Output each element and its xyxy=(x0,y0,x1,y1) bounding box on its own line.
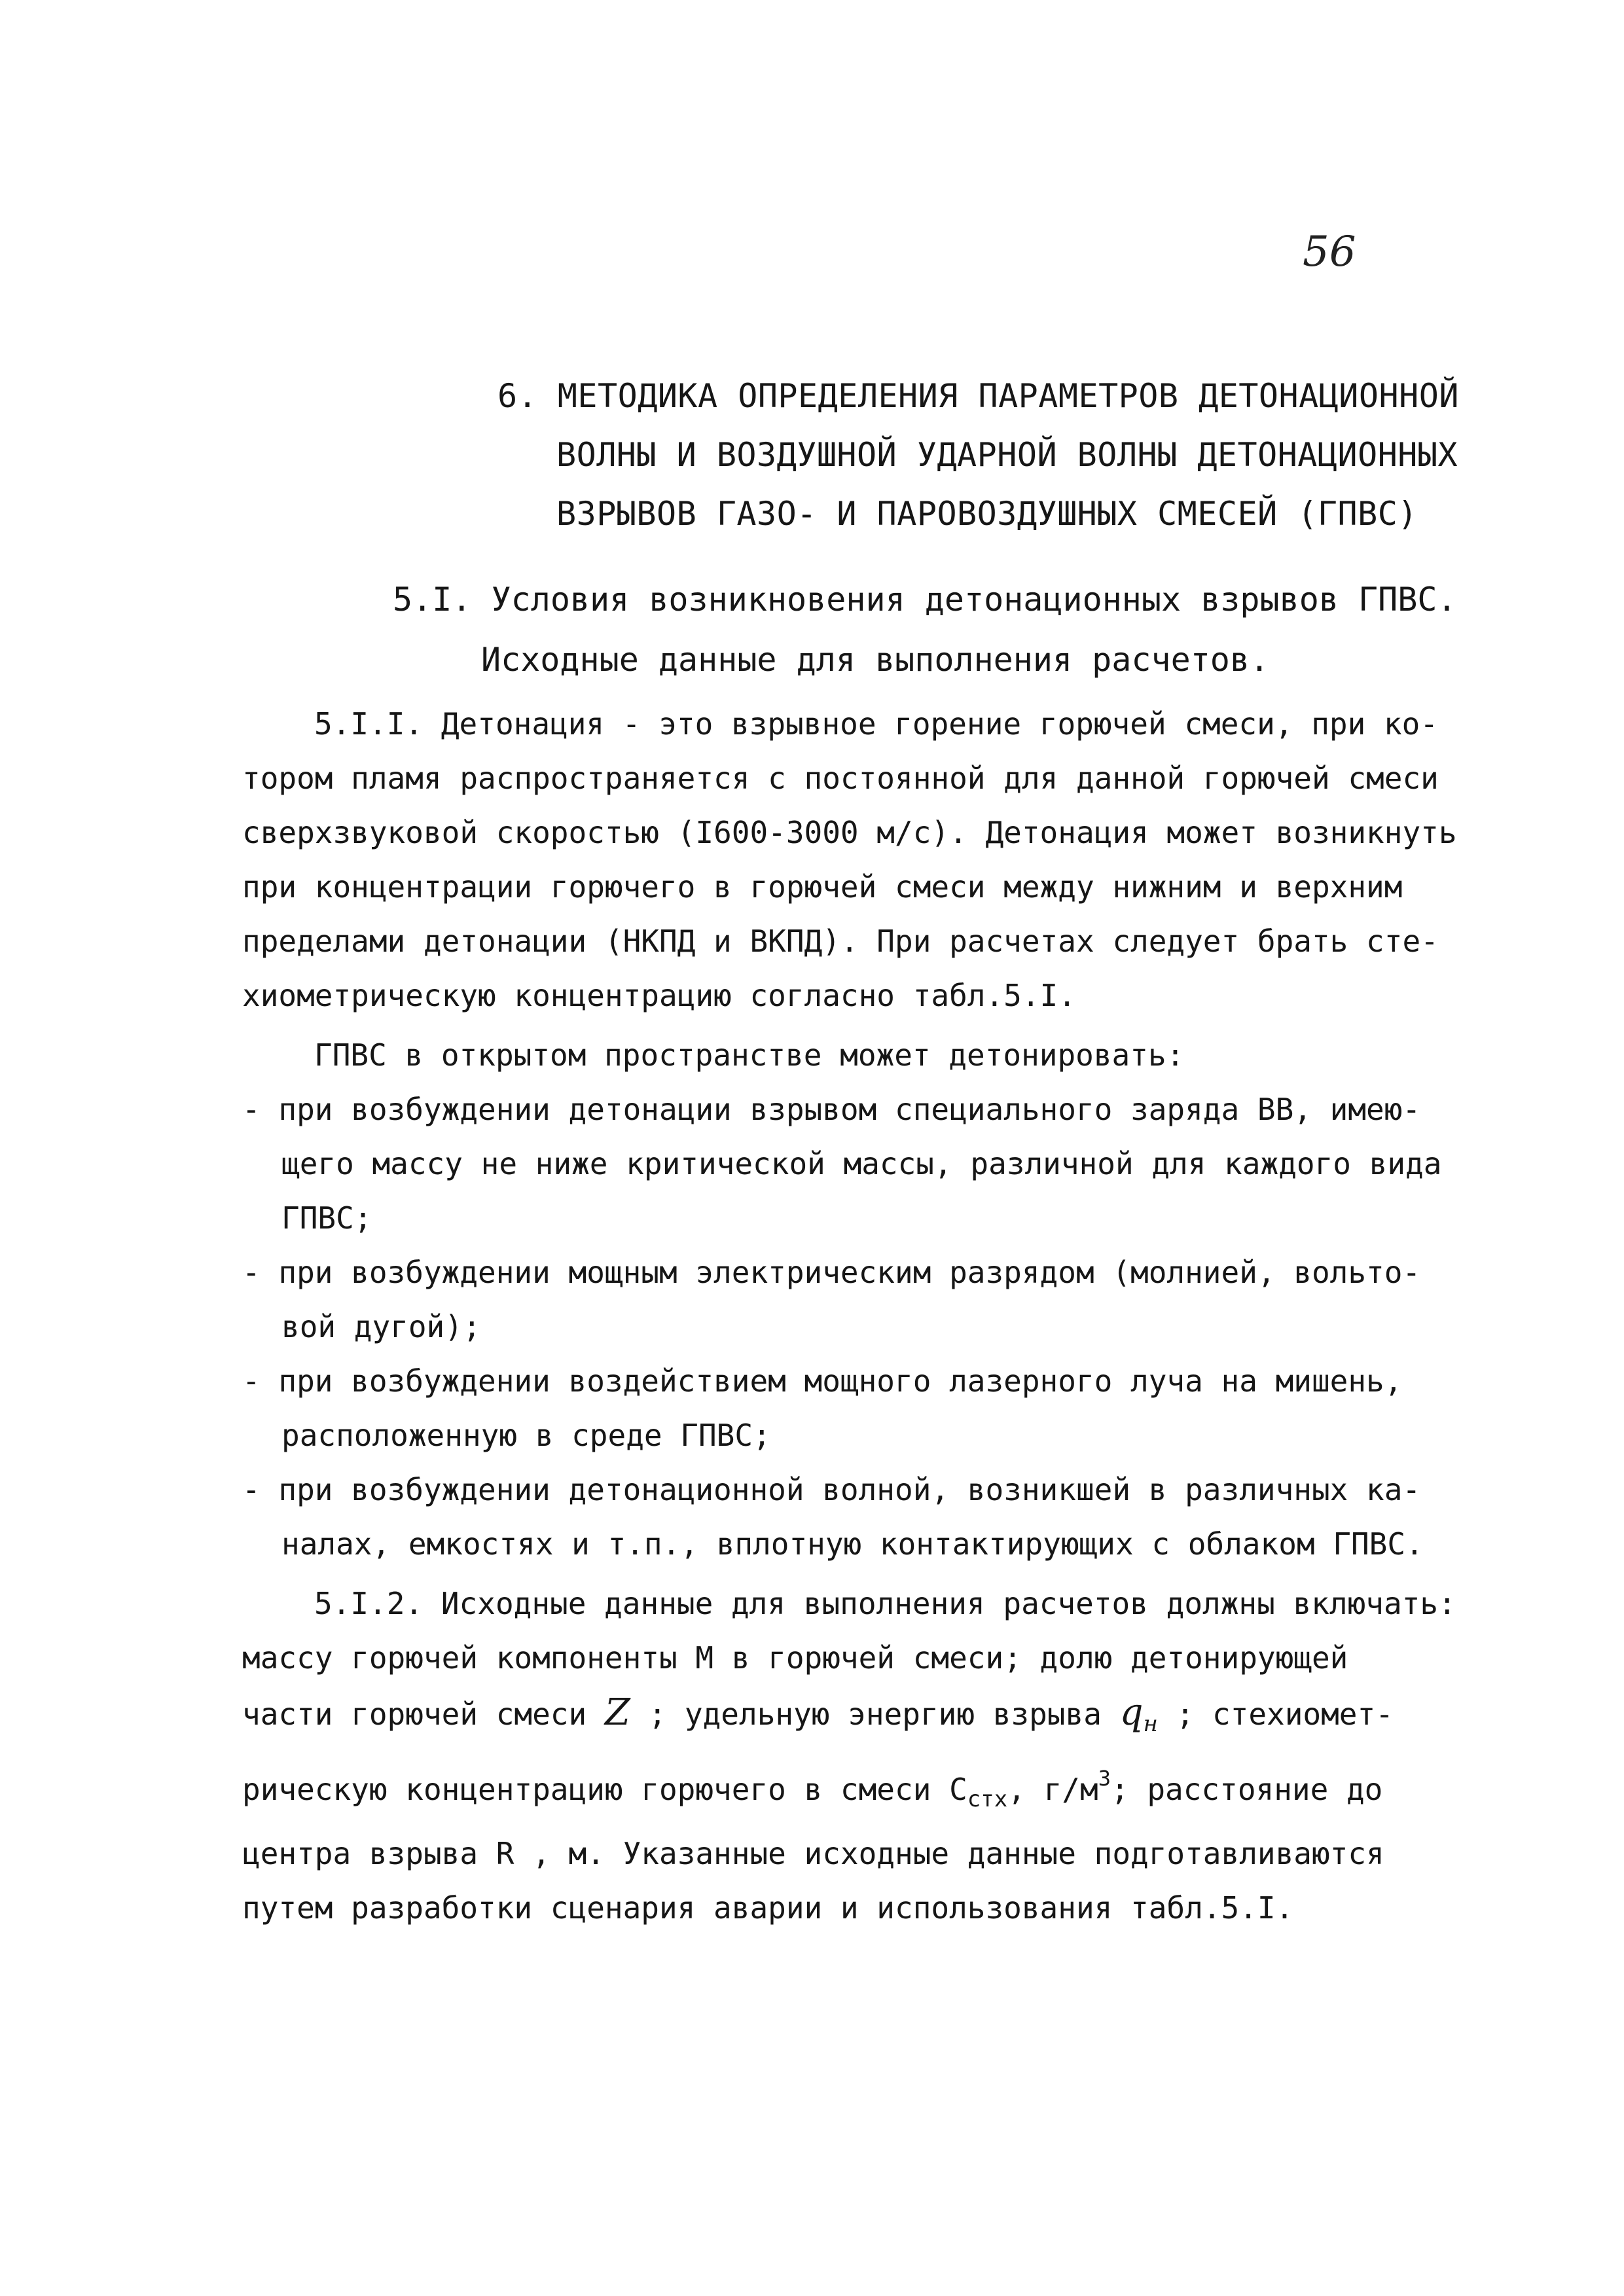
text-line: щего массу не ниже критической массы, различной для каждого вида xyxy=(281,1146,1442,1181)
paragraph-5-1-1 xyxy=(242,697,1457,1023)
chapter-title-line: 6. МЕТОДИКА ОПРЕДЕЛЕНИЯ ПАРАМЕТРОВ ДЕТОНАЦИОННОЙ xyxy=(497,377,1459,415)
text-line: при концентрации горючего в горючей смеси между нижним и верхним xyxy=(242,869,1403,905)
list-item xyxy=(242,1083,1442,1246)
chapter-title-line: ВЗРЫВОВ ГАЗО- И ПАРОВОЗДУШНЫХ СМЕСЕЙ (ГПВС) xyxy=(556,495,1418,533)
text-line xyxy=(242,1751,1427,1827)
page-number: 56 xyxy=(1303,228,1356,276)
text-line: расположенную в среде ГПВС; xyxy=(281,1418,771,1453)
list-item xyxy=(242,1354,1427,1463)
text-fragment: , г/м xyxy=(1007,1772,1098,1807)
gpvs-intro: ГПВС в открытом пространстве может детонировать: xyxy=(314,1037,1185,1073)
list-item xyxy=(242,1463,1427,1571)
body-text xyxy=(242,697,1457,1935)
text-line: путем разработки сценария аварии и использования табл.5.I. xyxy=(242,1890,1294,1926)
text-fragment: ; расстояние до xyxy=(1110,1772,1383,1807)
handwritten-z: Z xyxy=(604,1691,630,1734)
text-line: - при возбуждении мощным электрическим разрядом (молнией, вольто- xyxy=(242,1255,1421,1290)
text-line: сверхзвуковой скоростью (I600-3000 м/с). Детонация может возникнуть xyxy=(242,815,1457,850)
text-fragment: ; стехиомет- xyxy=(1176,1696,1394,1732)
section-heading-line: 5.I. Условия возникновения детонационных взрывов ГПВС. xyxy=(393,581,1457,619)
text-line: 5.I.2. Исходные данные для выполнения расчетов должны включать: xyxy=(314,1586,1456,1621)
subscript-stx: стх xyxy=(967,1786,1008,1812)
text-line xyxy=(242,1685,1427,1751)
text-fragment: части горючей смеси xyxy=(242,1696,587,1732)
text-line: - при возбуждении детонационной волной, возникшей в различных ка- xyxy=(242,1472,1421,1507)
text-fragment: ; удельную энергию взрыва xyxy=(648,1696,1102,1732)
bullet-list xyxy=(242,1083,1442,1571)
section-heading-5-1 xyxy=(393,569,1457,690)
text-line: ГПВС; xyxy=(281,1200,372,1236)
text-line: центра взрыва R , м. Указанные исходные данные подготавливаются xyxy=(242,1836,1384,1871)
chapter-title xyxy=(497,367,1459,543)
text-line: налах, емкостях и т.п., вплотную контактирующих с облаком ГПВС. xyxy=(281,1526,1424,1562)
text-line: - при возбуждении детонации взрывом специального заряда ВВ, имею- xyxy=(242,1092,1421,1127)
text-line: пределами детонации (НКПД и ВКПД). При расчетах следует брать сте- xyxy=(242,924,1439,959)
text-line: вой дугой); xyxy=(281,1309,481,1344)
paragraph-5-1-2 xyxy=(242,1577,1456,1935)
superscript-3: 3 xyxy=(1098,1766,1111,1791)
symbol-q: q xyxy=(1119,1691,1144,1734)
text-line: массу горючей компоненты М в горючей смеси; долю детонирующей xyxy=(242,1640,1348,1676)
text-line: 5.I.I. Детонация - это взрывное горение горючей смеси, при ко- xyxy=(314,706,1439,742)
text-line: тором пламя распространяется с постоянной для данной горючей смеси xyxy=(242,761,1439,796)
chapter-title-line: ВОЛНЫ И ВОЗДУШНОЙ УДАРНОЙ ВОЛНЫ ДЕТОНАЦИОННЫХ xyxy=(556,436,1458,474)
text-line: - при возбуждении воздействием мощного лазерного луча на мишень, xyxy=(242,1363,1403,1399)
section-heading-line: Исходные данные для выполнения расчетов. xyxy=(481,641,1270,679)
text-fragment: рическую концентрацию горючего в смеси С xyxy=(242,1772,967,1807)
text-line: хиометрическую концентрацию согласно табл.5.I. xyxy=(242,978,1076,1013)
list-item xyxy=(242,1246,1427,1354)
symbol-q-subscript: н xyxy=(1143,1711,1158,1737)
handwritten-q xyxy=(1119,1691,1158,1737)
